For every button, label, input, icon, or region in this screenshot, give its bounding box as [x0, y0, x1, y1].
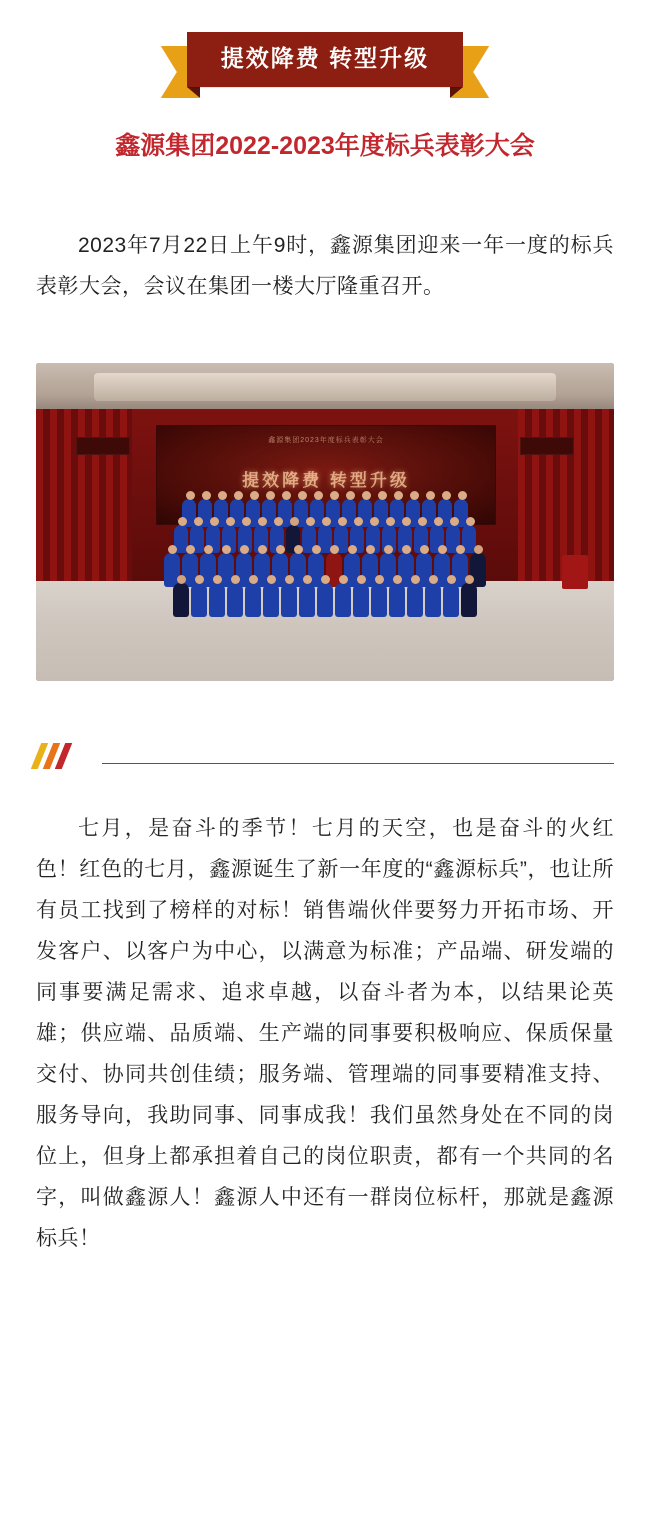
- ribbon-label: 提效降费 转型升级: [187, 32, 463, 87]
- ribbon: [187, 32, 463, 87]
- divider-slashes: [36, 743, 67, 769]
- photo-side-sign-right: [520, 437, 574, 455]
- photo-crowd-row: [54, 583, 596, 617]
- photo-crowd-row: [54, 525, 596, 553]
- photo-side-sign-left: [76, 437, 130, 455]
- section-divider: [36, 743, 614, 775]
- ribbon-fold-right: [450, 87, 463, 98]
- photo-screen-slogan: 提效降费 转型升级: [242, 471, 410, 491]
- page-title: 鑫源集团2022-2023年度标兵表彰大会: [115, 131, 535, 160]
- ribbon-fold-left: [187, 87, 200, 98]
- body-paragraph: 七月，是奋斗的季节！七月的天空，也是奋斗的火红色！红色的七月，鑫源诞生了新一年度的“鑫源标兵”，也让所有员工找到了榜样的对标！销售端伙伴要努力开拓市场、开发客户、以客户为中心，以满意为标准；产品端、研发端的同事要满足需求、追求卓越，以奋斗者为本，以结果论英雄；供应端、品质端、生产端的同事要积极响应、保质保量交付、协同共创佳绩；服务端、管理端的同事要精准支持、服务导向，我助同事、同事成我！我们虽然身处在不同的岗位上，但身上都承担着自己的岗位职责，都有一个共同的名字，叫做鑫源人！鑫源人中还有一群岗位标杆，那就是鑫源标兵！: [36, 817, 614, 1250]
- lead-paragraph: 2023年7月22日上午9时，鑫源集团迎来一年一度的标兵表彰大会，会议在集团一楼大厅隆重召开。: [36, 233, 614, 298]
- photo-crowd: [54, 499, 596, 639]
- divider-line: [102, 763, 614, 764]
- banner-section: [0, 32, 650, 87]
- group-photo: [36, 363, 614, 681]
- photo-section: [36, 363, 614, 681]
- photo-screen-header: 鑫源集团2023年度标兵表彰大会: [268, 437, 384, 445]
- photo-ceiling: [36, 363, 614, 415]
